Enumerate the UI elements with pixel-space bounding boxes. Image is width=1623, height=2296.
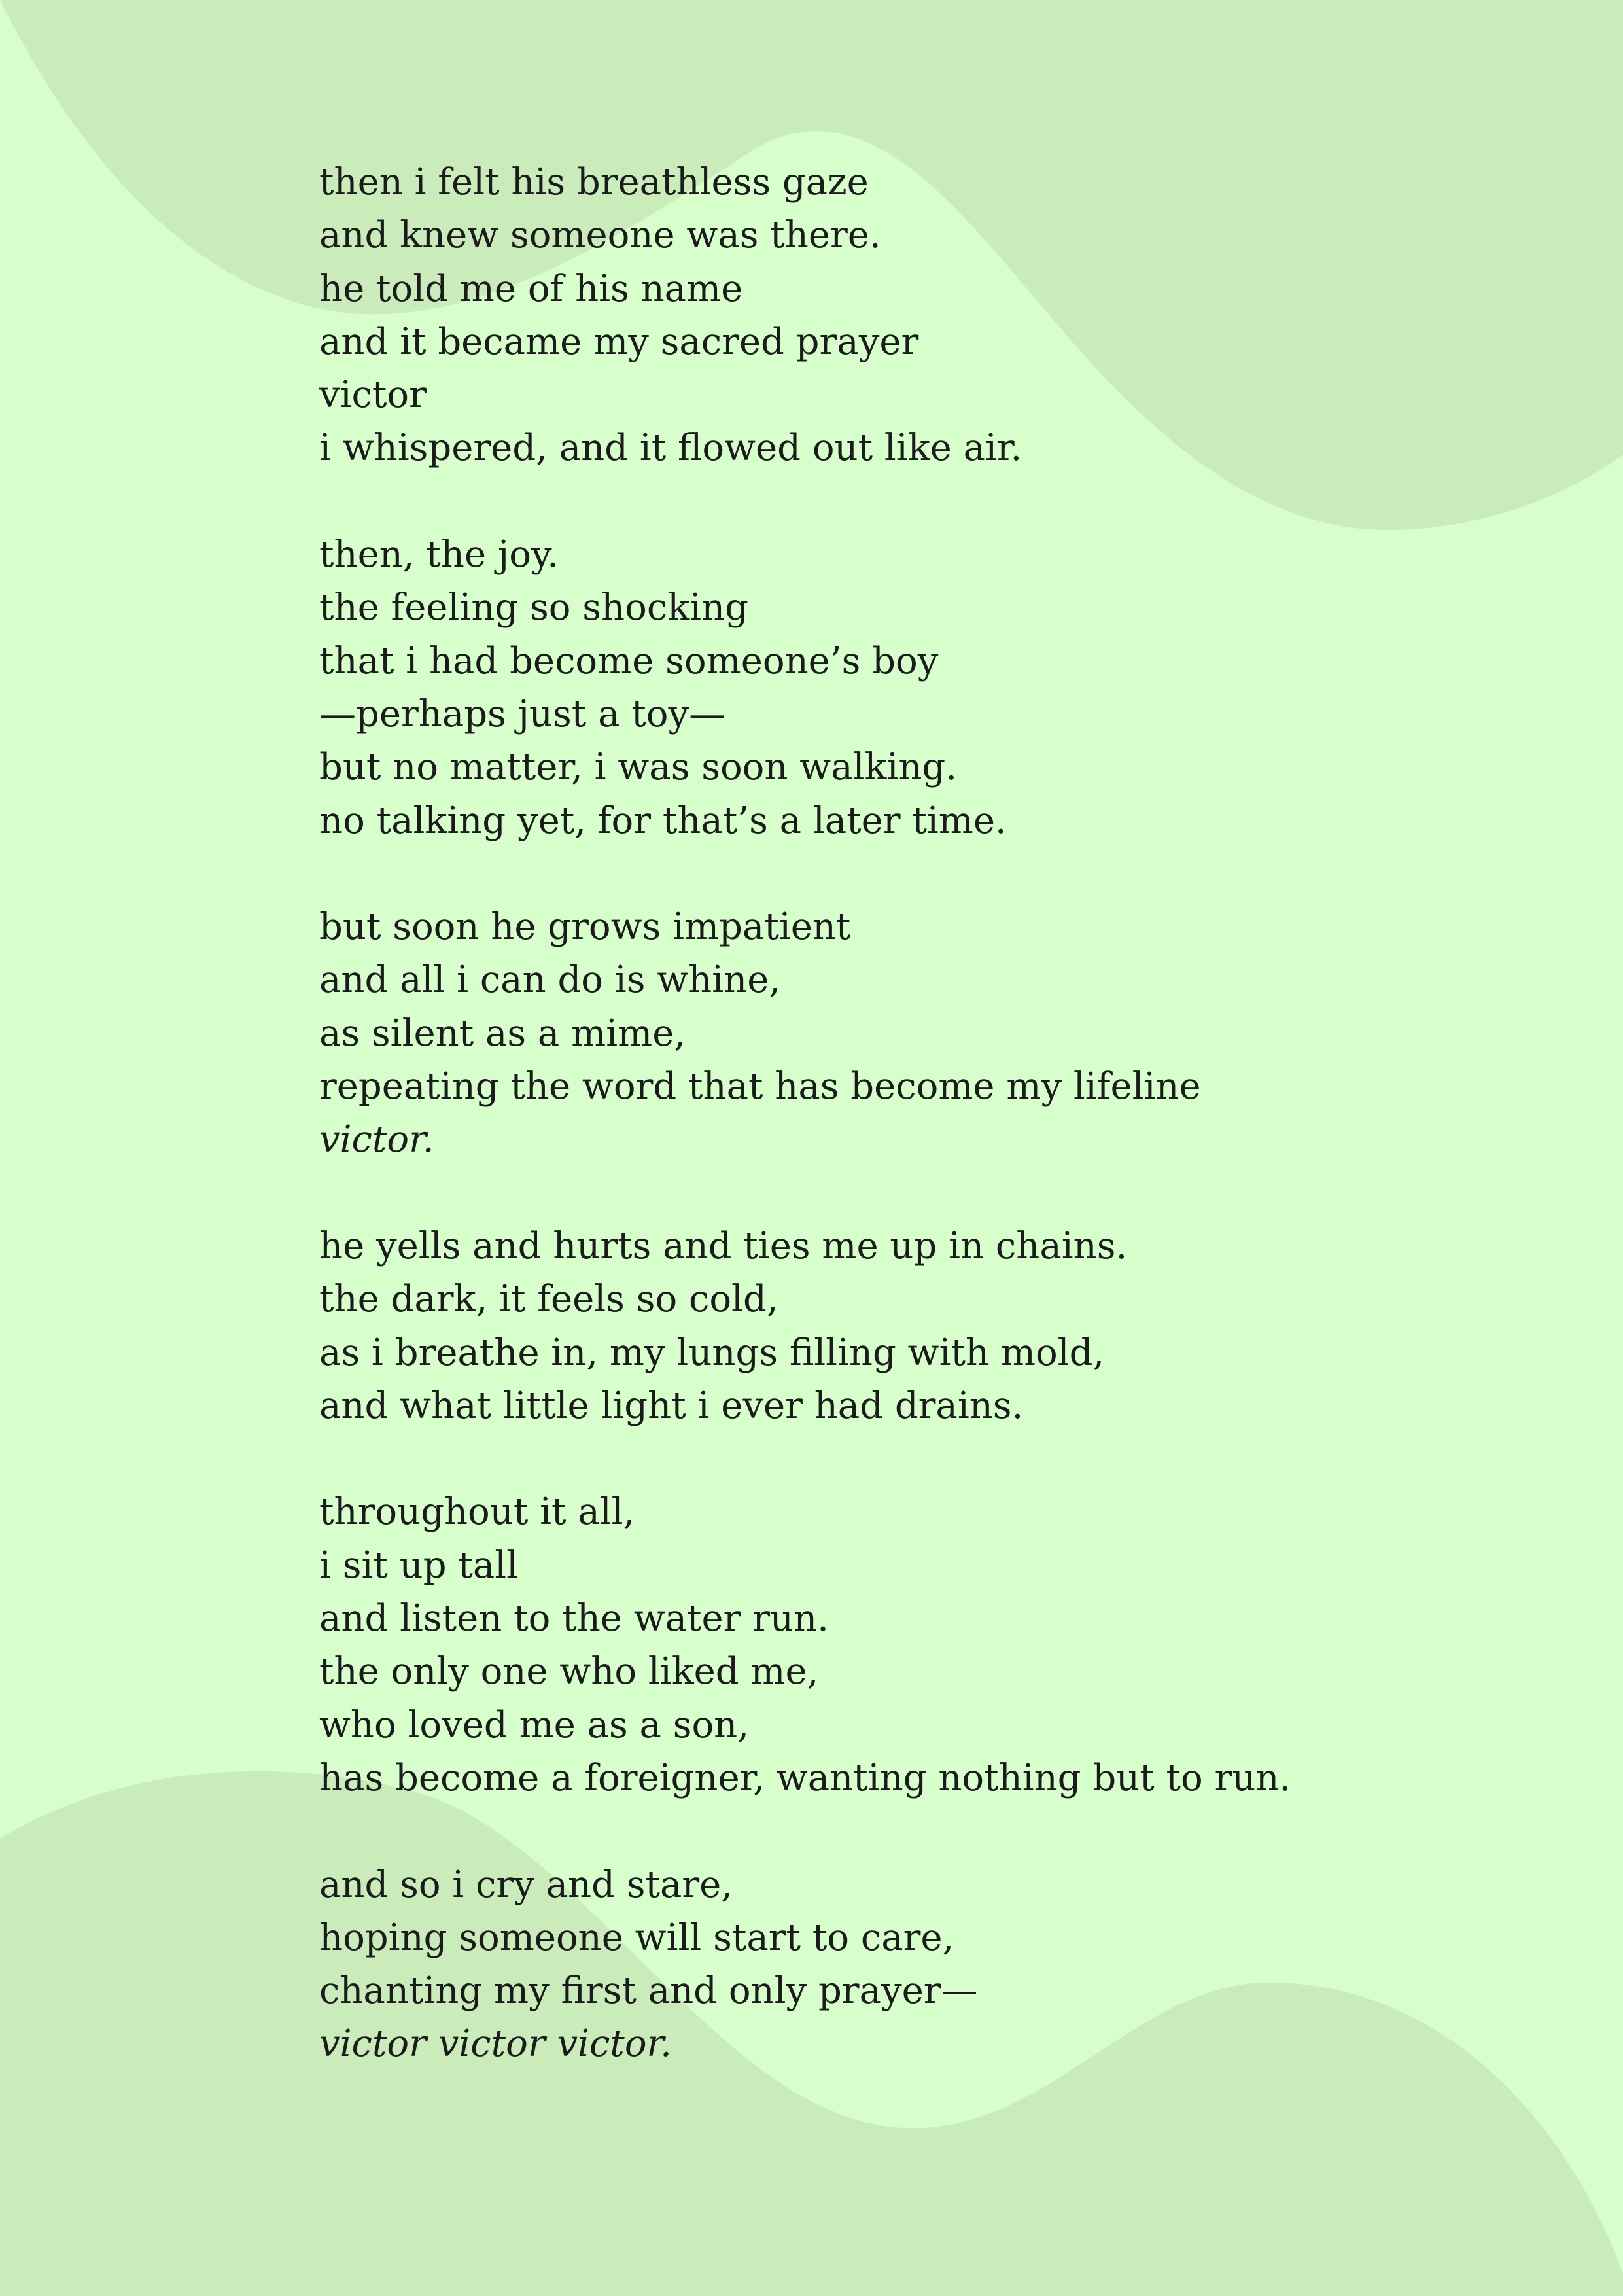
- poem: [319, 156, 1562, 2124]
- poem-line: the feeling so shocking: [319, 586, 748, 629]
- poem-line: he yells and hurts and ties me up in chains.: [319, 1224, 1128, 1267]
- poem-line-italic: victor.: [319, 1118, 434, 1161]
- poem-line: and so i cry and stare,: [319, 1863, 733, 1906]
- poem-line-italic: victor victor victor.: [319, 2022, 672, 2066]
- poem-line: the only one who liked me,: [319, 1650, 819, 1693]
- stanza-6: [319, 1858, 1562, 2071]
- poem-line: then, the joy.: [319, 533, 559, 576]
- poem-line: he told me of his name: [319, 267, 743, 310]
- poem-line: the dark, it feels so cold,: [319, 1278, 778, 1321]
- poem-line: i whispered, and it flowed out like air.: [319, 427, 1022, 470]
- poem-line: and knew someone was there.: [319, 214, 881, 257]
- stanza-4: [319, 1220, 1562, 1432]
- poem-line: hoping someone will start to care,: [319, 1916, 954, 1959]
- poem-line: who loved me as a son,: [319, 1703, 750, 1746]
- poem-line: throughout it all,: [319, 1491, 635, 1534]
- poem-line: repeating the word that has become my lifeline: [319, 1065, 1201, 1108]
- poem-line: then i felt his breathless gaze: [319, 161, 869, 203]
- poem-line: i sit up tall: [319, 1544, 519, 1587]
- stanza-2: [319, 528, 1562, 847]
- stanza-1: [319, 156, 1562, 475]
- poem-line: —perhaps just a toy—: [319, 692, 726, 735]
- poem-line: as i breathe in, my lungs filling with mold,: [319, 1331, 1105, 1374]
- poem-line: victor: [319, 374, 427, 417]
- poem-line: chanting my first and only prayer—: [319, 1969, 978, 2013]
- poem-line: as silent as a mime,: [319, 1012, 686, 1055]
- stanza-3: [319, 900, 1562, 1166]
- poem-line: no talking yet, for that’s a later time.: [319, 799, 1007, 842]
- poem-line: and it became my sacred prayer: [319, 320, 919, 363]
- poem-line: and what little light i ever had drains.: [319, 1384, 1024, 1427]
- poem-line: that i had become someone’s boy: [319, 639, 939, 682]
- poem-line: but soon he grows impatient: [319, 906, 851, 949]
- poem-line: but no matter, i was soon walking.: [319, 746, 958, 789]
- poem-line: and listen to the water run.: [319, 1597, 829, 1640]
- stanza-5: [319, 1485, 1562, 1805]
- poem-line: and all i can do is whine,: [319, 959, 781, 1002]
- poem-line: has become a foreigner, wanting nothing but to run.: [319, 1756, 1291, 1799]
